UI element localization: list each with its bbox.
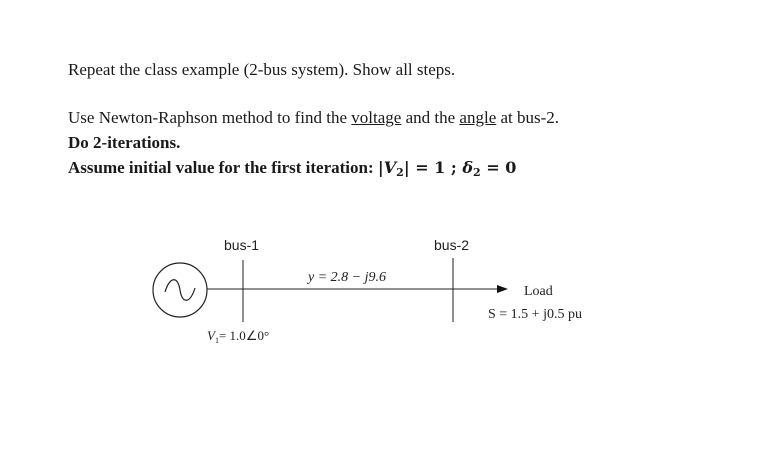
load-label: Load xyxy=(524,284,553,299)
abs-open: | xyxy=(377,158,384,177)
line2-mid: and the xyxy=(401,108,460,127)
v1-sub: 1 xyxy=(214,336,219,345)
problem-line-3: Do 2-iterations. xyxy=(68,133,181,152)
v1-var: V xyxy=(207,328,215,343)
angle-word: angle xyxy=(459,108,497,127)
delta-var: δ xyxy=(462,158,474,177)
line2-pre: Use Newton-Raphson method to find the xyxy=(68,108,352,127)
bus-2-label: bus-2 xyxy=(434,237,470,253)
line-admittance-label: y = 2.8 − j9.6 xyxy=(308,270,386,285)
voltage-word: voltage xyxy=(351,108,402,127)
v1-value: = 1.0∠0° xyxy=(218,328,270,343)
bus-1-label: bus-1 xyxy=(224,237,260,253)
v-sub: 2 xyxy=(396,166,404,179)
line2-post: at bus-2. xyxy=(496,108,560,127)
v1-label xyxy=(207,328,269,345)
delta-sub: 2 xyxy=(473,166,481,179)
line4-text: Assume initial value for the first iteration: xyxy=(68,158,378,177)
ac-source-icon xyxy=(153,263,207,317)
load-value: S = 1.5 + j0.5 pu xyxy=(488,307,582,322)
problem-line-1: Repeat the class example (2-bus system). Show all steps. xyxy=(68,60,456,79)
arrow-right-icon xyxy=(497,285,508,293)
v-var: V xyxy=(383,158,397,177)
delta-eq: = 0 xyxy=(480,158,517,177)
v-eq: | = 1 ; xyxy=(403,158,463,177)
